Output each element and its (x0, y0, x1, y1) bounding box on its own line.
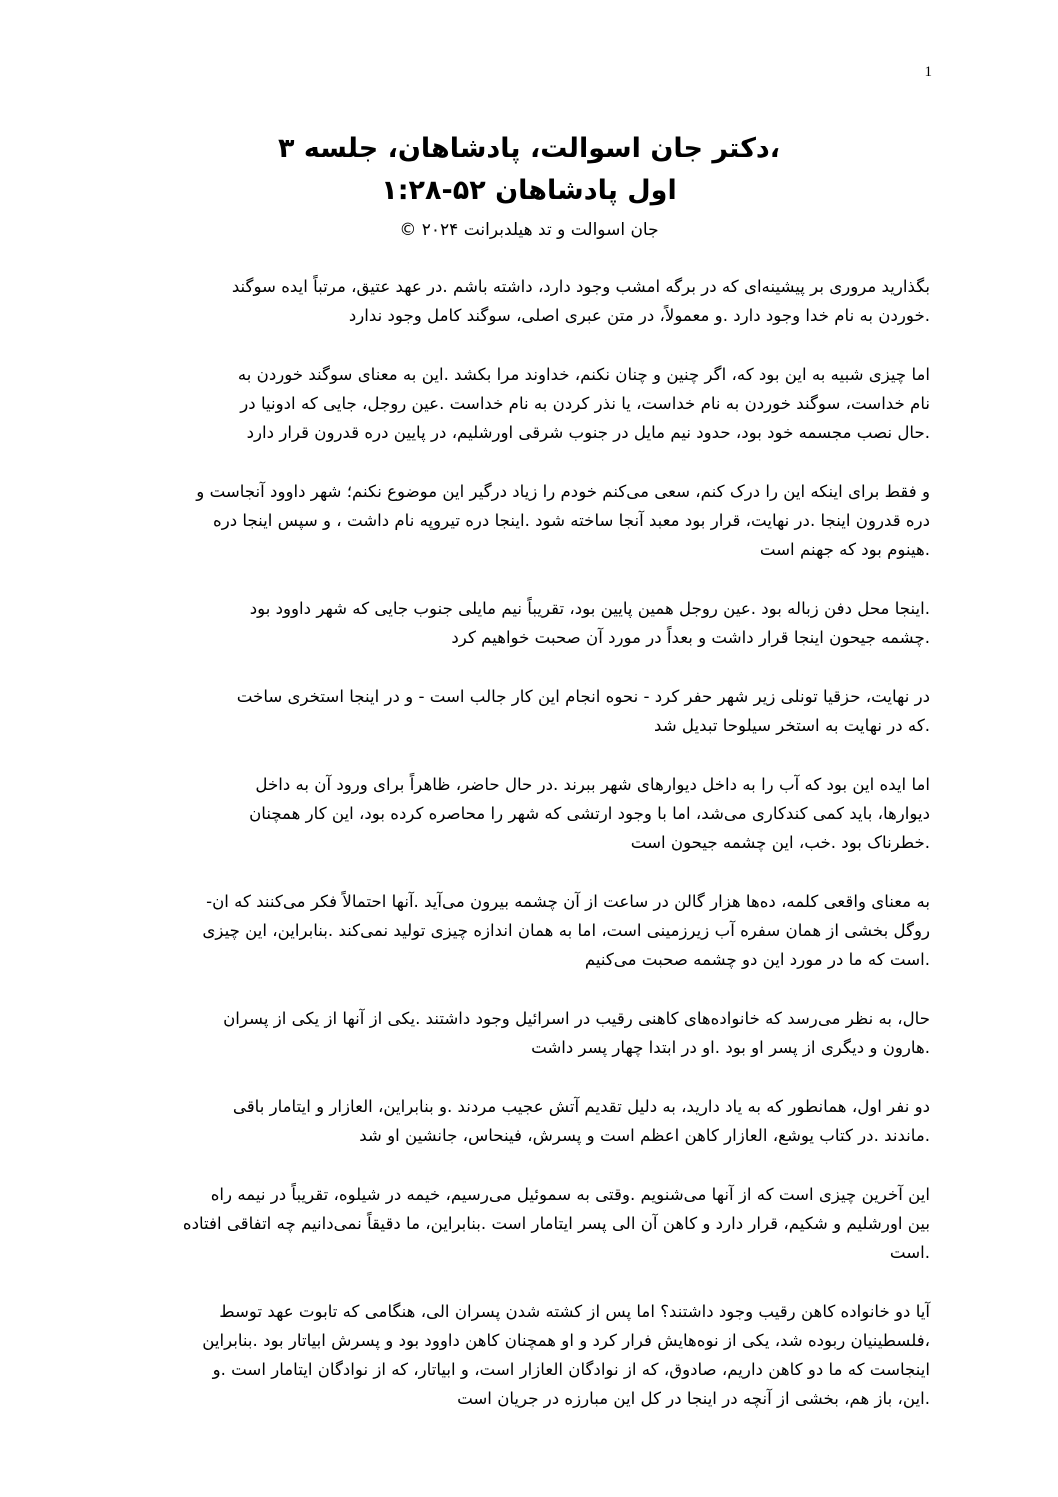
text-line: .این، باز هم، بخشی از آنچه در اینجا در کل این مبارزه در جریان است (457, 1389, 930, 1408)
text-line: دیوارها، باید کمی کندکاری می‌شد، اما با وجود ارتشی که شهر را محاصره کرده بود، این کار همچنان (249, 804, 930, 823)
text-line: در نهایت، حزقیا تونلی زیر شهر حفر کرد - نحوه انجام این کار جالب است - و در اینجا استخری ساخت (236, 687, 930, 706)
text-line: .که در نهایت به استخر سیلوحا تبدیل شد (654, 716, 930, 735)
text-line: .خوردن به نام خدا وجود دارد .و معمولاً، در متن عبری اصلی، سوگند کامل وجود ندارد (348, 306, 930, 325)
paragraph (128, 360, 930, 447)
text-line: و فقط برای اینکه این را درک کنم، سعی می‌کنم خودم را زیاد درگیر این موضوع نکنم؛ شهر داوود آنجاست و (196, 482, 930, 501)
text-line: .حال نصب مجسمه خود بود، حدود نیم مایل در جنوب شرقی اورشلیم، در پایین دره قدرون قرار دارد (246, 423, 930, 442)
paragraph (128, 594, 930, 652)
paragraph (128, 1180, 930, 1267)
text-line: دو نفر اول، همانطور که به یاد دارید، به دلیل تقدیم آتش عجیب مردند .و بنابراین، العازار و ایتامار باقی (232, 1097, 930, 1116)
text-line: .چشمه جیحون اینجا قرار داشت و بعداً در مورد آن صحبت خواهیم کرد (451, 628, 930, 647)
text-line: بین اورشلیم و شکیم، قرار دارد و کاهن آن الی پسر ایتامار است .بنابراین، ما دقیقاً نمی‌دانیم چه اتفاقی افتاده (182, 1214, 930, 1233)
text-line: .هینوم بود که جهنم است (759, 540, 930, 559)
body-text (128, 272, 930, 1443)
text-line: .خطرناک بود .خب، این چشمه جیحون است (630, 833, 930, 852)
text-line: ،فلسطینیان ربوده شد، یکی از نوه‌هایش فرار کرد و او همچنان کاهن داوود بود و پسرش ابیاتار بود .بنابراین (202, 1331, 930, 1350)
paragraph (128, 477, 930, 564)
text-line: .است که ما در مورد این دو چشمه صحبت می‌کنیم (584, 950, 930, 969)
paragraph (128, 1004, 930, 1062)
paragraph (128, 1092, 930, 1150)
text-line: بگذارید مروری بر پیشینه‌ای که در برگه امشب وجود دارد، داشته باشم .در عهد عتیق، مرتباً ایده سوگند (231, 277, 930, 296)
text-line: .هارون و دیگری از پسر او بود .او در ابتدا چهار پسر داشت (531, 1038, 930, 1057)
text-line: حال، به نظر می‌رسد که خانواده‌های کاهنی رقیب در اسرائیل وجود داشتند .یکی از آنها از یکی از پسران (223, 1009, 930, 1028)
text-line: آیا دو خانواده کاهن رقیب وجود داشتند؟ اما پس از کشته شدن پسران الی، هنگامی که تابوت عهد توسط (219, 1302, 930, 1321)
title-block (128, 128, 930, 244)
text-line: روگل بخشی از همان سفره آب زیرزمینی است، اما به همان اندازه چیزی تولید نمی‌کند .بنابراین، این چیزی (202, 921, 930, 940)
text-line: این آخرین چیزی است که از آنها می‌شنویم .وقتی به سموئیل می‌رسیم، خیمه در شیلوه، تقریباً در نیمه راه (210, 1185, 930, 1204)
text-line: اما چیزی شبیه به این بود که، اگر چنین و چنان نکنم، خداوند مرا بکشد .این به معنای سوگند خوردن به (237, 365, 930, 384)
page-number: 1 (924, 64, 932, 80)
text-line: .است (889, 1243, 930, 1262)
document-subtitle: اول پادشاهان ۵۲-۱:۲۸ (381, 175, 677, 206)
paragraph (128, 1297, 930, 1413)
paragraph (128, 682, 930, 740)
paragraph (128, 770, 930, 857)
paragraph (128, 272, 930, 330)
text-line: .ماندند .در کتاب یوشع، العازار کاهن اعظم است و پسرش، فینحاس، جانشین او شد (359, 1126, 930, 1145)
text-line: اما ایده این بود که آب را به داخل دیوارهای شهر ببرند .در حال حاضر، ظاهراً برای ورود آن به داخل (255, 775, 930, 794)
text-line: به معنای واقعی کلمه، ده‌ها هزار گالن در ساعت از آن چشمه بیرون می‌آید .آنها احتمالاً فکر می‌کنند که ان- (206, 892, 930, 911)
paragraph (128, 887, 930, 974)
text-line: نام خداست، سوگند خوردن به نام خداست، یا نذر کردن به نام خداست .عین روجل، جایی که ادونیا در (240, 394, 930, 413)
document-title: ،دکتر جان اسوالت، پادشاهان، جلسه ۳ (277, 133, 781, 164)
copyright-line: جان اسوالت و تد هیلدبرانت ۲۰۲۴ © (399, 220, 659, 240)
text-line: دره قدرون اینجا .در نهایت، قرار بود معبد آنجا ساخته شود .اینجا دره تیروپه نام داشت ، و سپس اینجا دره (213, 511, 930, 530)
text-line: .اینجا محل دفن زباله بود .عین روجل همین پایین بود، تقریباً نیم مایلی جنوب جایی که شهر داوود بود (249, 599, 930, 618)
text-line: اینجاست که ما دو کاهن داریم، صادوق، که از نوادگان العازار است، و ابیاتار، که از نوادگان ایتامار است .و (212, 1360, 930, 1379)
